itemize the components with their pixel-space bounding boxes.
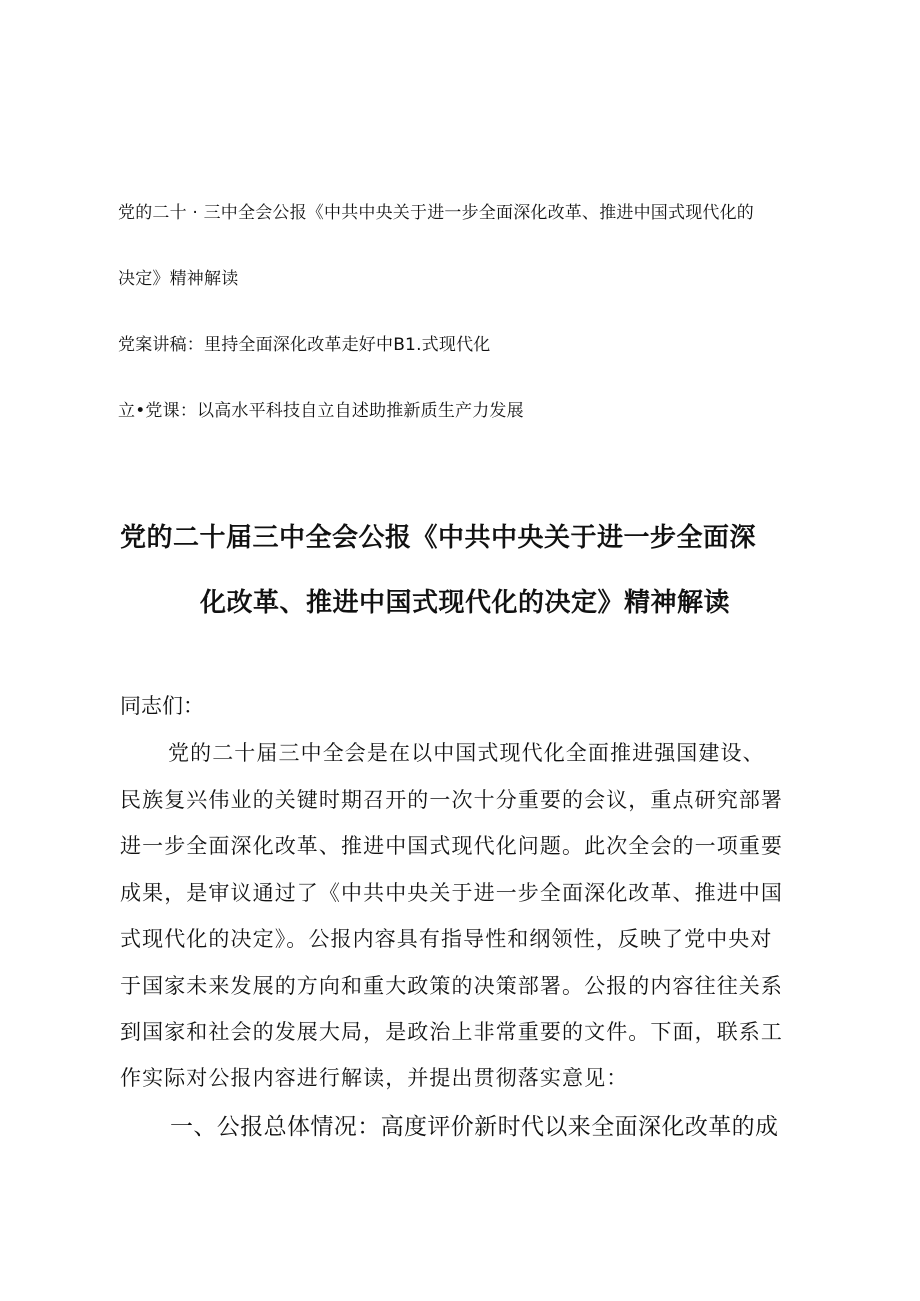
paragraph-line: 于国家未来发展的方向和重大政策的决策部署。公报的内容往往关系	[120, 974, 783, 998]
paragraph-line: 成果，是审议通过了《中共中央关于进一步全面深化改革、推进中国	[120, 881, 783, 905]
document-title-line-1: 党的二十届三中全会公报《中共中央关于进一步全面深	[120, 523, 757, 553]
document-title-line-2: 化改革、推进中国式现代化的决定》精神解读	[200, 588, 731, 618]
paragraph-line: 进一步全面深化改革、推进中国式现代化问题。此次全会的一项重要	[120, 834, 783, 858]
salutation: 同志们：	[120, 694, 204, 718]
toc-line-3: 党案讲稿：里持全面深化改革走好中B1.式现代化	[118, 335, 491, 355]
paragraph-line: 党的二十届三中全会是在以中国式现代化全面推进强国建设、	[168, 741, 765, 765]
paragraph-line: 式现代化的决定》。公报内容具有指导性和纲领性，反映了党中央对	[120, 927, 773, 951]
section-heading-1: 一、公报总体情况：高度评价新时代以来全面深化改革的成	[170, 1114, 779, 1140]
toc-line-4: 立•党课：以高水平科技自立自述助推新质生产力发展	[118, 401, 524, 421]
paragraph-line: 民族复兴伟业的关键时期召开的一次十分重要的会议，重点研究部署	[120, 788, 783, 812]
paragraph-line: 到国家和社会的发展大局，是政治上非常重要的文件。下面，联系工	[120, 1020, 783, 1044]
toc-line-2: 决定》精神解读	[118, 269, 239, 289]
toc-line-1: 党的二十 · 三中全会公报《中共中央关于进一步全面深化改革、推进中国式现代化的	[118, 203, 755, 223]
paragraph-line: 作实际对公报内容进行解读，并提出贯彻落实意见：	[120, 1066, 629, 1090]
